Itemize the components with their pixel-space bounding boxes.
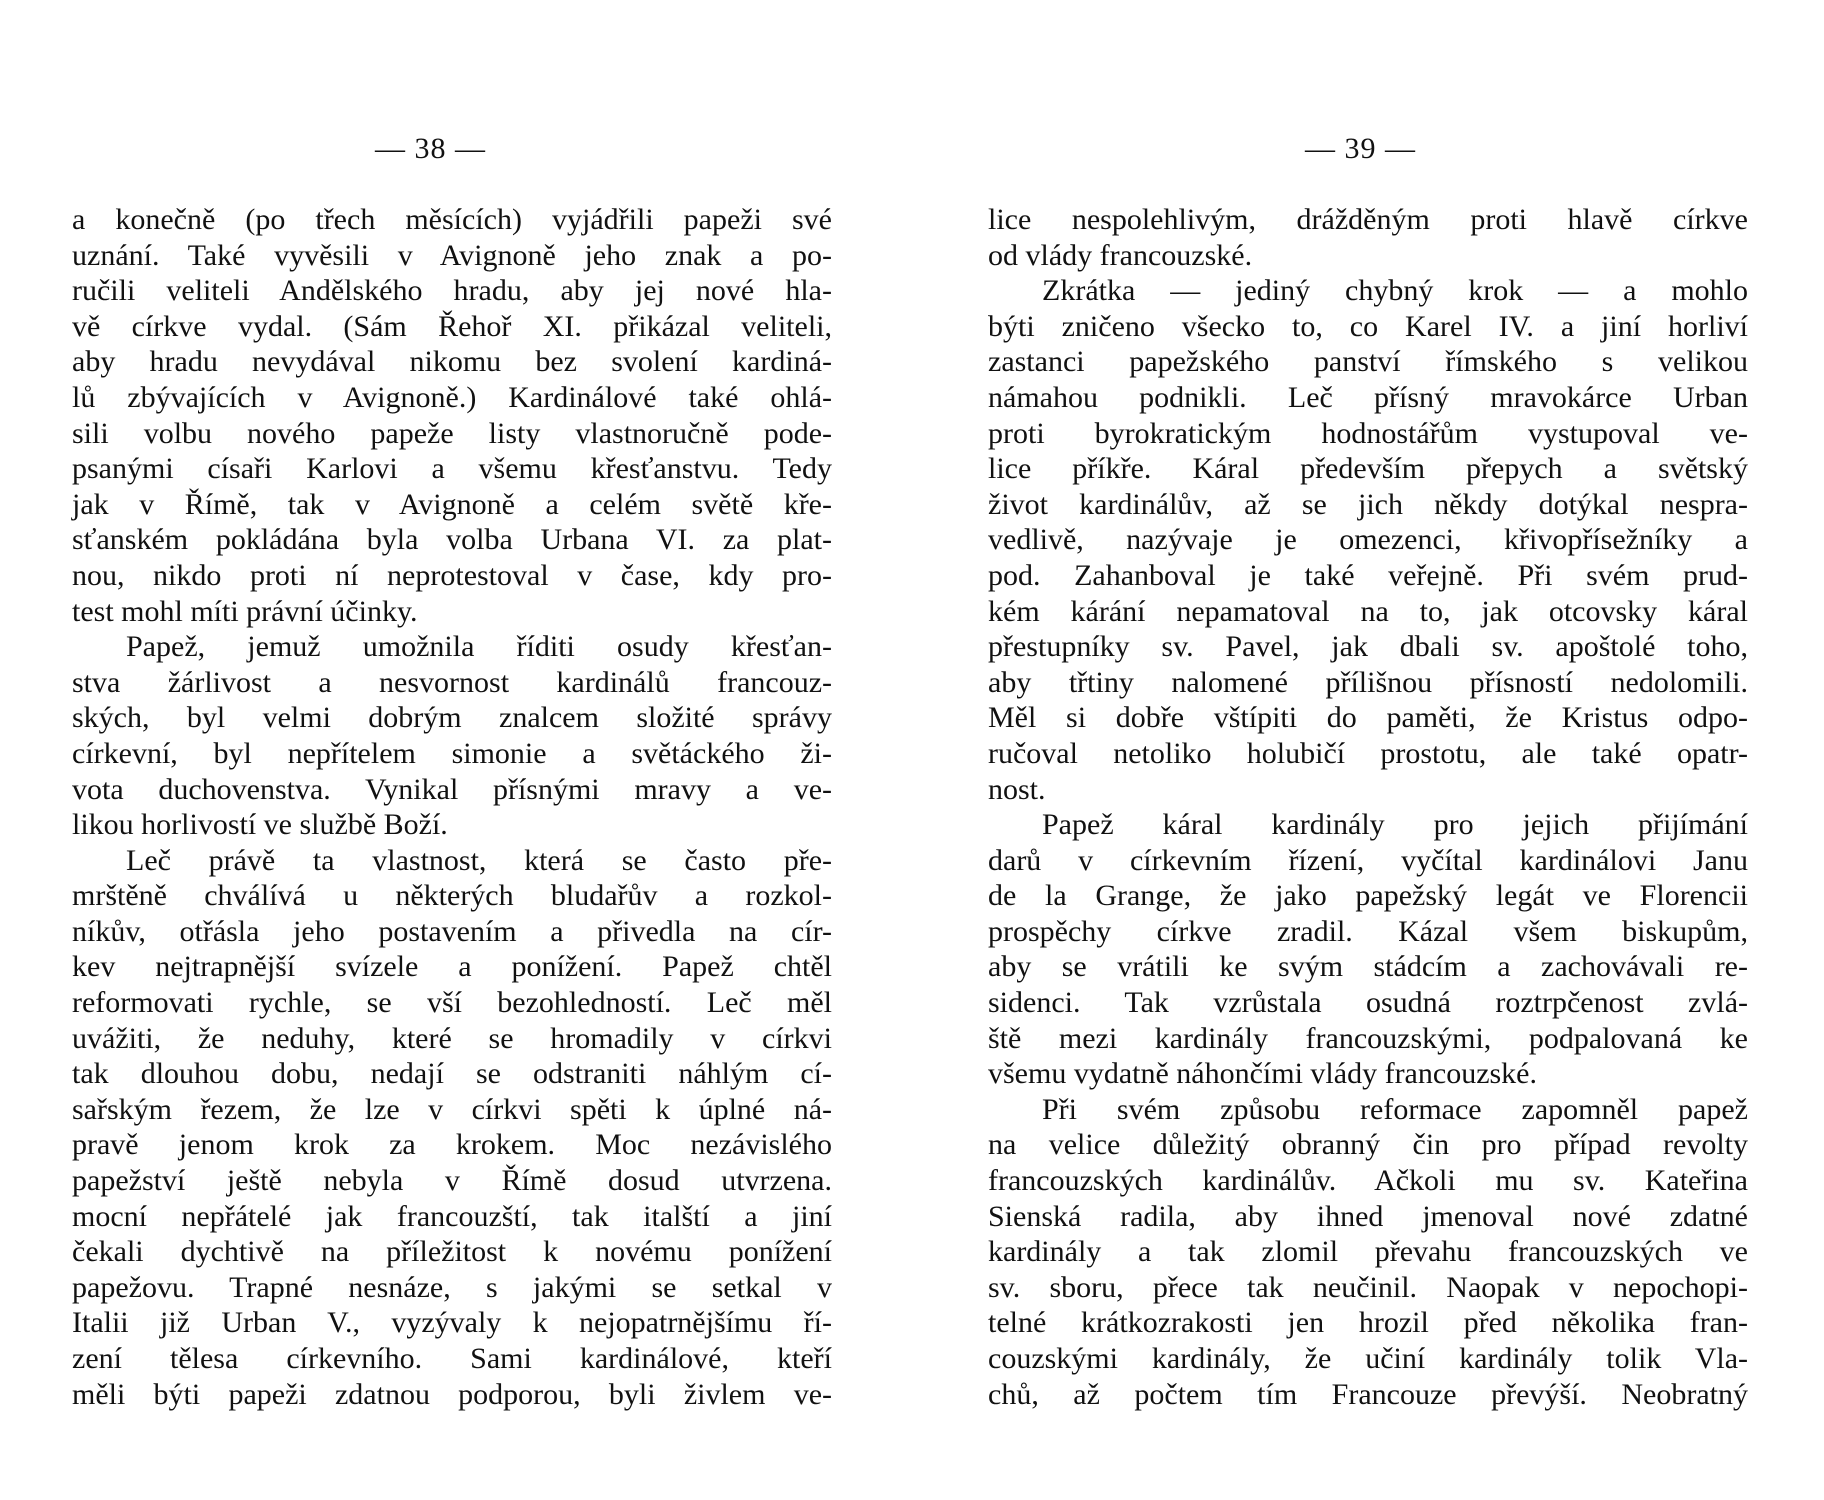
right-page [900, 0, 1800, 1500]
text-line: kev nejtrapnější svízele a ponížení. Papež chtěl [72, 950, 832, 984]
text-line: Měl si dobře vštípiti do paměti, že Kristus odpo- [988, 701, 1748, 735]
text-line: pravě jenom krok za krokem. Moc nezávislého [72, 1128, 832, 1162]
text-line: vě církve vydal. (Sám Řehoř XI. přikázal veliteli, [72, 309, 832, 343]
text-line: Papež káral kardinály pro jejich přijímání [1042, 808, 1748, 842]
text-line: Sienská radila, aby ihned jmenoval nové zdatné [988, 1199, 1748, 1233]
text-line: papežství ještě nebyla v Římě dosud utvrzena. [72, 1164, 832, 1198]
text-line: test mohl míti právní účinky. [72, 594, 418, 628]
text-line: církevní, byl nepřítelem simonie a světáckého ži- [72, 736, 832, 770]
text-line: darů v církevním řízení, vyčítal kardinálovi Janu [988, 843, 1748, 877]
text-line: uvážiti, že neduhy, které se hromadily v církvi [72, 1021, 832, 1055]
text-line: lice příkře. Káral především přepych a světský [988, 452, 1748, 486]
text-line: papežovu. Trapné nesnáze, s jakými se setkal v [72, 1270, 832, 1304]
text-line: měli býti papeži zdatnou podporou, byli živlem ve- [72, 1377, 832, 1411]
text-line: lice nespolehlivým, drážděným proti hlavě církve [988, 203, 1748, 236]
text-line: sidenci. Tak vzrůstala osudná roztrpčenost zvlá- [988, 986, 1748, 1020]
text-line: nou, nikdo proti ní neprotestoval v čase, kdy pro- [72, 558, 832, 592]
text-line: chů, až počtem tím Francouze převýší. Neobratný [988, 1377, 1748, 1411]
page-number-right: — 39 — [1305, 132, 1416, 165]
text-line: mocní nepřátelé jak francouzští, tak italští a jiní [72, 1199, 832, 1233]
text-line: reformovati rychle, se vší bezohledností. Leč měl [72, 986, 832, 1020]
text-line: Zkrátka — jediný chybný krok — a mohlo [1042, 274, 1748, 308]
text-line: Papež, jemuž umožnila říditi osudy křesťan- [126, 630, 832, 664]
text-line: de la Grange, že jako papežský legát ve Florencii [988, 879, 1748, 913]
text-line: Italii již Urban V., vyzývaly k nejopatrnějšímu ří- [72, 1306, 832, 1340]
text-line: život kardinálův, až se jich někdy dotýkal nespra- [988, 487, 1748, 521]
text-line: od vlády francouzské. [988, 238, 1253, 272]
text-line: sťanském pokládána byla volba Urbana VI. za plat- [72, 523, 832, 557]
text-line: ště mezi kardinály francouzskými, podpalovaná ke [988, 1021, 1748, 1055]
text-line: sili volbu nového papeže listy vlastnoručně pode- [72, 416, 832, 450]
text-line: aby hradu nevydával nikomu bez svolení kardiná- [72, 345, 832, 379]
text-line: přestupníky sv. Pavel, jak dbali sv. apoštolé toho, [988, 630, 1748, 664]
text-line: telné krátkozrakosti jen hrozil před několika fran- [988, 1306, 1748, 1340]
text-line: kardinály a tak zlomil převahu francouzských ve [988, 1235, 1748, 1269]
text-line: námahou podnikli. Leč přísný mravokárce Urban [988, 380, 1748, 414]
text-line: čekali dychtivě na příležitost k novému ponížení [72, 1235, 832, 1269]
text-line: býti zničeno všecko to, co Karel IV. a jiní horliví [988, 309, 1748, 343]
text-line: Leč právě ta vlastnost, která se často pře- [126, 843, 832, 877]
page-number-left: — 38 — [375, 132, 486, 165]
text-line: nost. [988, 772, 1046, 806]
text-line: sv. sboru, přece tak neučinil. Naopak v nepochopi- [988, 1270, 1748, 1304]
text-line: ských, byl velmi dobrým znalcem složité správy [72, 701, 832, 735]
left-page-text [72, 202, 832, 1412]
text-line: francouzských kardinálův. Ačkoli mu sv. Kateřina [988, 1164, 1748, 1198]
text-line: aby třtiny nalomené přílišnou přísností nedolomili. [988, 665, 1748, 699]
text-line: kém kárání nepamatoval na to, jak otcovsky káral [988, 594, 1748, 628]
text-line: tak dlouhou dobu, nedají se odstraniti náhlým cí- [72, 1057, 832, 1091]
text-line: likou horlivostí ve službě Boží. [72, 808, 448, 842]
text-line: ručili veliteli Andělského hradu, aby jej nové hla- [72, 274, 832, 308]
left-page [0, 0, 900, 1500]
text-line: a konečně (po třech měsících) vyjádřili papeži své [72, 203, 832, 236]
text-line: zení tělesa církevního. Sami kardinálové, kteří [72, 1342, 832, 1375]
text-line: vota duchovenstva. Vynikal přísnými mravy a ve- [72, 772, 832, 806]
text-line: pod. Zahanboval je také veřejně. Při svém prud- [988, 558, 1748, 592]
text-line: prospěchy církve zradil. Kázal všem biskupům, [988, 914, 1748, 948]
text-line: lů zbývajících v Avignoně.) Kardinálové také ohlá- [72, 380, 832, 414]
text-line: aby se vrátili ke svým stádcím a zachovávali re- [988, 950, 1748, 984]
text-line: vedlivě, nazývaje je omezenci, křivopřísežníky a [988, 523, 1748, 557]
text-line: všemu vydatně náhončími vlády francouzské. [988, 1057, 1537, 1091]
right-page-text [988, 202, 1748, 1412]
text-line: zastanci papežského panství římského s velikou [988, 345, 1748, 379]
text-line: sařským řezem, že lze v církvi spěti k úplné ná- [72, 1092, 832, 1126]
text-line: jak v Římě, tak v Avignoně a celém světě kře- [72, 487, 832, 521]
text-line: psanými císaři Karlovi a všemu křesťanstvu. Tedy [72, 452, 832, 486]
text-line: uznání. Také vyvěsili v Avignoně jeho znak a po- [72, 238, 832, 272]
text-line: mrštěně chválívá u některých bludařův a rozkol- [72, 879, 832, 913]
text-line: ručoval netoliko holubičí prostotu, ale také opatr- [988, 736, 1748, 770]
text-line: Při svém způsobu reformace zapomněl papež [1042, 1092, 1748, 1126]
text-line: proti byrokratickým hodnostářům vystupoval ve- [988, 416, 1748, 450]
text-line: stva žárlivost a nesvornost kardinálů francouz- [72, 665, 832, 699]
text-line: couzskými kardinály, že učiní kardinály tolik Vla- [988, 1342, 1748, 1375]
text-line: na velice důležitý obranný čin pro případ revolty [988, 1128, 1748, 1162]
text-line: níkův, otřásla jeho postavením a přivedla na cír- [72, 914, 832, 948]
